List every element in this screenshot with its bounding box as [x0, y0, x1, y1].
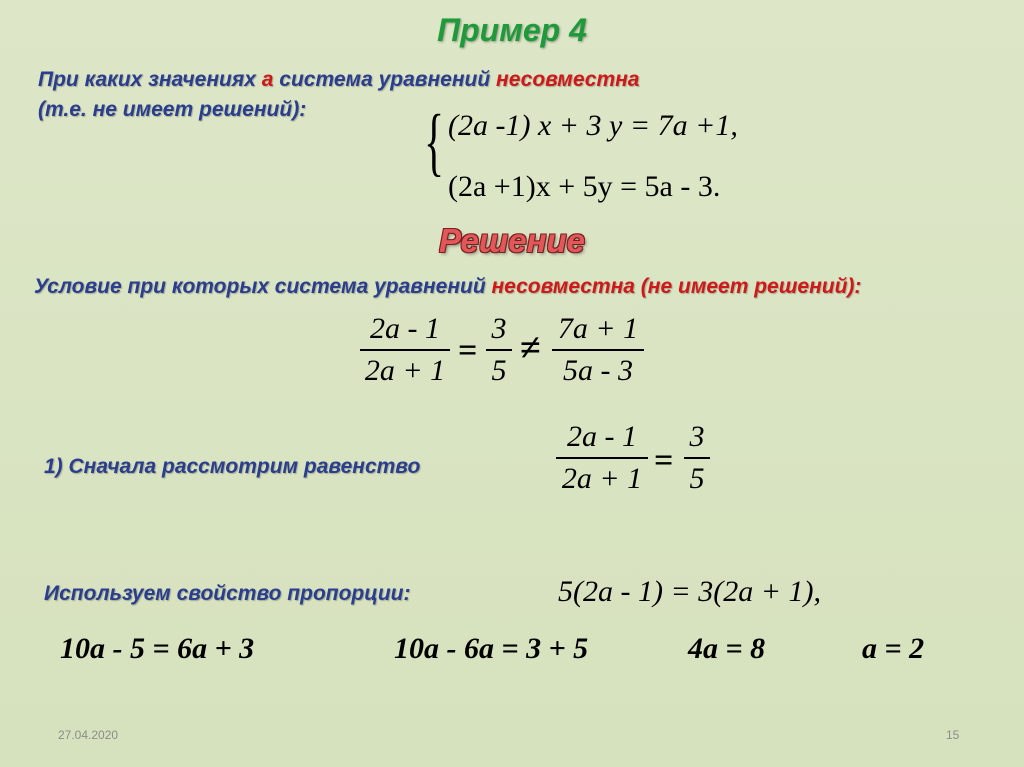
fraction-numerator: 7a + 1: [557, 312, 639, 345]
step-equation-3: 4a = 8: [688, 632, 766, 665]
step1-text: 1) Сначала рассмотрим равенство: [44, 455, 421, 478]
system-brace: {: [424, 100, 445, 184]
question-text: При каких значениях: [38, 68, 262, 91]
step-equation-1: 10a - 5 = 6a + 3: [60, 632, 255, 665]
fraction-step1-1: [556, 420, 648, 496]
question-variable: а: [261, 68, 274, 91]
slide-title: Пример 4: [437, 12, 587, 48]
question-line-2: (т.е. не имеет решений):: [38, 98, 307, 121]
fraction-denominator: 5: [491, 354, 507, 387]
condition-label: Условие при которых система уравнений: [34, 275, 492, 298]
fraction-main-1: [360, 312, 450, 388]
step2-text: Используем свойство пропорции:: [44, 582, 411, 605]
fraction-numerator: 3: [689, 420, 705, 453]
system-equation-1: (2a -1) x + 3 y = 7a +1,: [448, 109, 738, 142]
question-highlight: несовместна: [496, 68, 640, 91]
fraction-bar: [552, 349, 644, 351]
solution-heading: Решение: [438, 222, 586, 259]
fraction-bar: [360, 349, 450, 351]
fraction-denominator: 5: [689, 462, 705, 495]
fraction-numerator: 3: [491, 312, 507, 345]
fraction-bar: [556, 457, 648, 459]
system-equation-2: (2a +1)x + 5y = 5a - 3.: [448, 170, 721, 203]
condition-text: [34, 275, 861, 299]
fraction-main-2: [486, 312, 512, 388]
question-line-1: [38, 68, 640, 92]
fraction-denominator: 2a + 1: [364, 354, 446, 387]
step-equation-2: 10a - 6a = 3 + 5: [394, 632, 589, 665]
footer-page-number: 15: [946, 728, 960, 742]
not-equal-sign: ≠: [520, 327, 541, 369]
equals-sign: =: [458, 332, 478, 369]
answer: a = 2: [862, 632, 925, 665]
fraction-bar: [486, 349, 512, 351]
fraction-numerator: 2a - 1: [370, 312, 440, 345]
condition-highlight: несовместна (не имеет решений):: [491, 275, 862, 298]
fraction-step1-2: [684, 420, 710, 496]
fraction-bar: [684, 457, 710, 459]
footer-date: 27.04.2020: [58, 728, 119, 742]
fraction-denominator: 5a - 3: [563, 354, 633, 387]
question-text-2: система уравнений: [273, 68, 497, 91]
fraction-main-3: [552, 312, 644, 388]
fraction-numerator: 2a - 1: [567, 420, 637, 453]
fraction-denominator: 2a + 1: [561, 462, 643, 495]
equals-sign: =: [654, 442, 674, 479]
proportion-equation: 5(2a - 1) = 3(2a + 1),: [558, 575, 821, 608]
